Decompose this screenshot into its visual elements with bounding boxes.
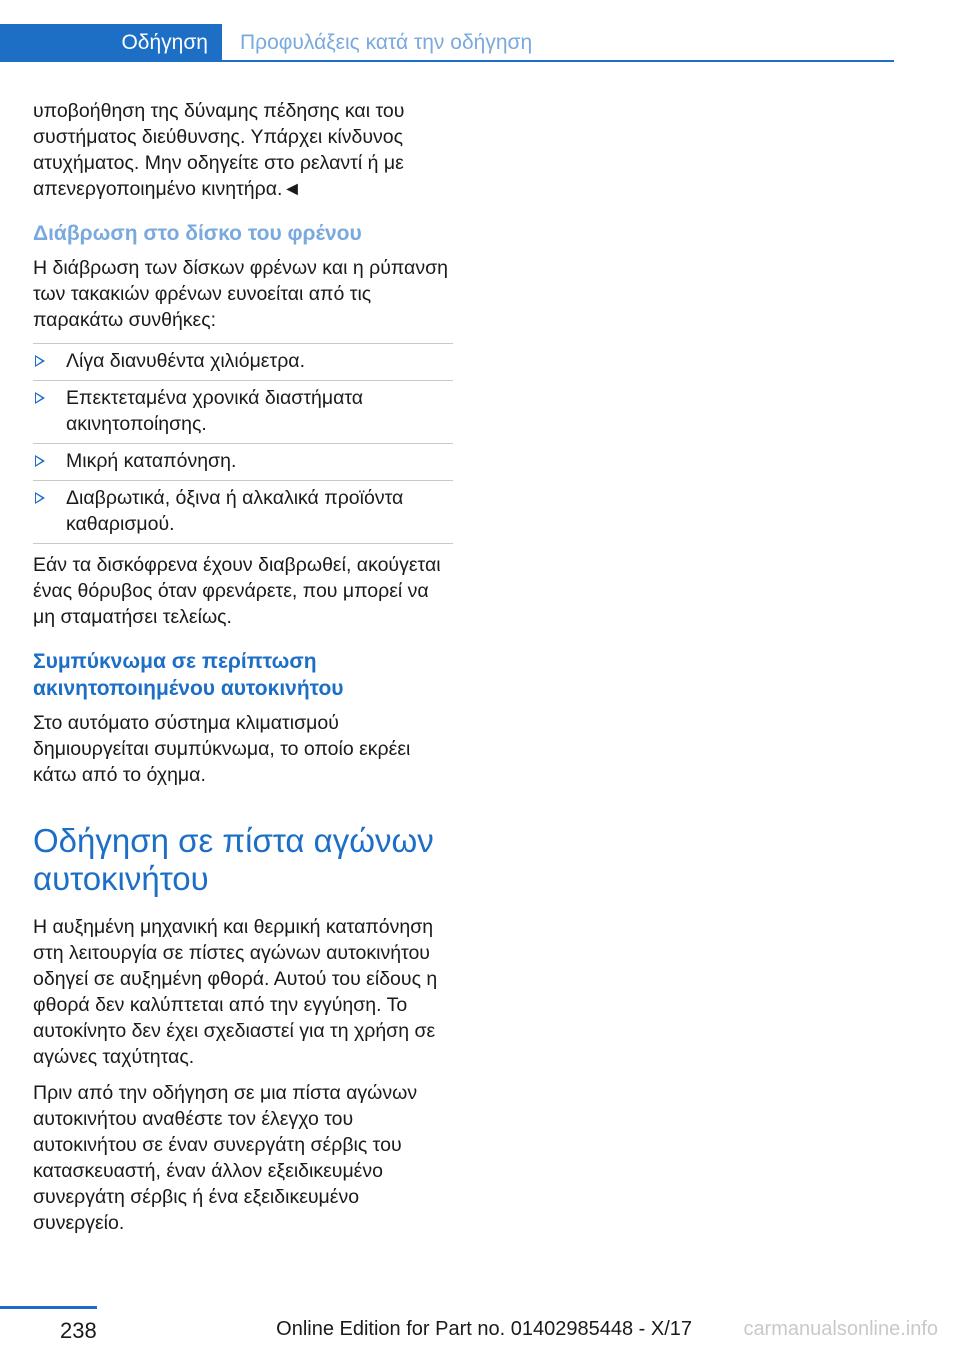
footer-divider <box>0 1306 97 1309</box>
list-item-text: Διαβρωτικά, όξινα ή αλκαλικά προϊόντα καθαρισμού. <box>66 487 404 535</box>
brake-corrosion-heading: Διάβρωση στο δίσκο του φρένου <box>33 222 362 245</box>
page-number: 238 <box>60 1318 97 1343</box>
list-item-text: Επεκτεταμένα χρονικά διαστήματα ακινητοποίησης. <box>66 387 364 435</box>
list-item <box>33 380 453 443</box>
triangle-bullet-icon <box>35 455 45 467</box>
header-divider <box>222 60 894 62</box>
chapter-tab: Οδήγηση <box>0 24 222 62</box>
list-item <box>33 343 453 380</box>
list-item-text: Λίγα διανυθέντα χιλιόμετρα. <box>66 350 305 372</box>
triangle-bullet-icon <box>35 355 45 367</box>
page-header <box>0 0 960 62</box>
intro-paragraph: υποβοήθηση της δύναμης πέδησης και του συστήματος διεύθυνσης. Υπάρχει κίνδυνος ατυχήματος. Μην οδηγείτε στο ρελαντί ή με απενεργοποιημένο κινητήρα.◄ <box>33 100 405 200</box>
brake-closing-paragraph: Εάν τα δισκόφρενα έχουν διαβρωθεί, ακούγεται ένας θόρυβος όταν φρενάρετε, που μπορεί να μη σταματήσει τελείως. <box>33 554 441 628</box>
race-track-paragraph-1: Η αυξημένη μηχανική και θερμική καταπόνηση στη λειτουργία σε πίστες αγώνων αυτοκινήτου οδηγεί σε αυξημένη φθορά. Αυτού του είδους η φθορά δεν καλύπτεται από την εγγύηση. Το αυτοκίνητο δεν έχει σχεδιαστεί για τη χρήση σε αγώνες ταχύτητας. <box>33 916 438 1068</box>
condensate-paragraph: Στο αυτόματο σύστημα κλιματισμού δημιουργείται συμπύκνωμα, το οποίο εκρέει κάτω από το όχημα. <box>33 712 411 786</box>
edition-label: Online Edition for Part no. 01402985448 - X/17 <box>276 1318 692 1340</box>
brake-corrosion-paragraph: Η διάβρωση των δίσκων φρένων και η ρύπανση των τακακιών φρένων ευνοείται από τις παρακάτω συνθήκες: <box>33 257 448 331</box>
race-track-paragraph-2: Πριν από την οδήγηση σε μια πίστα αγώνων αυτοκινήτου αναθέστε τον έλεγχο του αυτοκινήτου σε έναν συνεργάτη σέρβις του κατασκευαστή, έναν άλλον εξειδικευμένο συνεργάτη σέρβις ή ένα εξειδικευμένο συνεργείο. <box>33 1082 418 1234</box>
triangle-bullet-icon <box>35 392 45 404</box>
main-content <box>33 98 453 1246</box>
brake-conditions-list <box>33 343 453 544</box>
list-item <box>33 480 453 544</box>
list-item-text: Μικρή καταπόνηση. <box>66 450 237 472</box>
list-item <box>33 443 453 480</box>
triangle-bullet-icon <box>35 492 45 504</box>
watermark: carmanualsonline.info <box>743 1318 938 1340</box>
race-track-heading: Οδήγηση σε πίστα αγώνων αυτοκινήτου <box>33 822 434 897</box>
condensate-heading: Συμπύκνωμα σε περίπτωση ακινητοποιημένου αυτοκινήτου <box>33 650 344 700</box>
section-tab: Προφυλάξεις κατά την οδήγηση <box>240 31 533 54</box>
